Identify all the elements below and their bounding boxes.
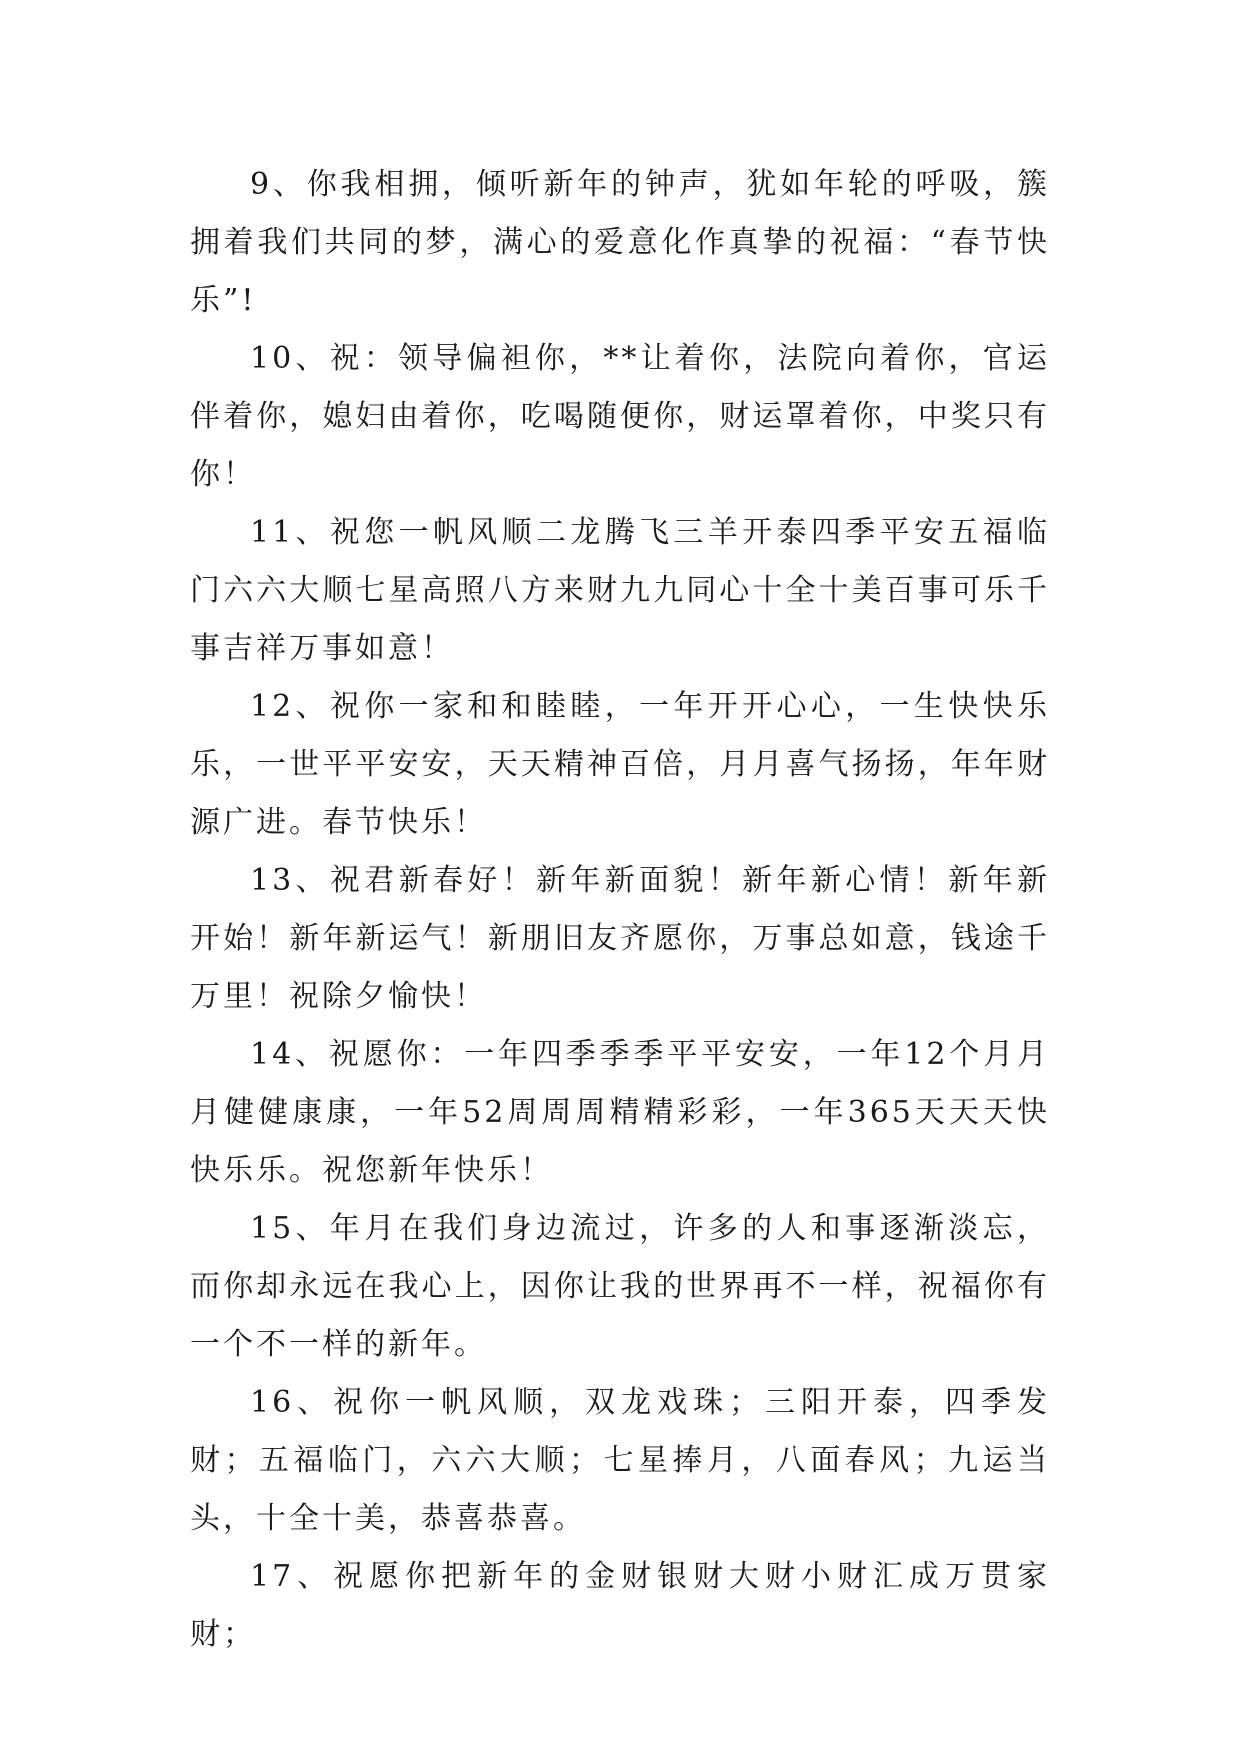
paragraph-13: 13、祝君新春好！新年新面貌！新年新心情！新年新开始！新年新运气！新朋旧友齐愿你，万事总如意，钱途千万里！祝除夕愉快！ <box>190 863 1050 1014</box>
document-body <box>190 156 1050 1664</box>
paragraph-15: 15、年月在我们身边流过，许多的人和事逐渐淡忘，而你却永远在我心上，因你让我的世界再不一样，祝福你有一个不一样的新年。 <box>190 1211 1050 1362</box>
paragraph-11: 11、祝您一帆风顺二龙腾飞三羊开泰四季平安五福临门六六大顺七星高照八方来财九九同心十全十美百事可乐千事吉祥万事如意！ <box>190 515 1050 666</box>
paragraph-9: 9、你我相拥，倾听新年的钟声，犹如年轮的呼吸，簇拥着我们共同的梦，满心的爱意化作真挚的祝福：“春节快乐”! <box>190 167 1050 318</box>
paragraph-12: 12、祝你一家和和睦睦，一年开开心心，一生快快乐乐，一世平平安安，天天精神百倍，月月喜气扬扬，年年财源广进。春节快乐！ <box>190 689 1050 840</box>
paragraph-10: 10、祝：领导偏袒你，**让着你，法院向着你，官运伴着你，媳妇由着你，吃喝随便你，财运罩着你，中奖只有你！ <box>190 341 1050 492</box>
paragraph-14: 14、祝愿你：一年四季季季平平安安，一年12个月月月健健康康，一年52周周周精精彩彩，一年365天天天快快乐乐。祝您新年快乐！ <box>190 1037 1050 1188</box>
paragraph-17: 17、祝愿你把新年的金财银财大财小财汇成万贯家财； <box>190 1559 1050 1652</box>
paragraph-16: 16、祝你一帆风顺，双龙戏珠；三阳开泰，四季发财；五福临门，六六大顺；七星捧月，八面春风；九运当头，十全十美，恭喜恭喜。 <box>190 1385 1050 1536</box>
